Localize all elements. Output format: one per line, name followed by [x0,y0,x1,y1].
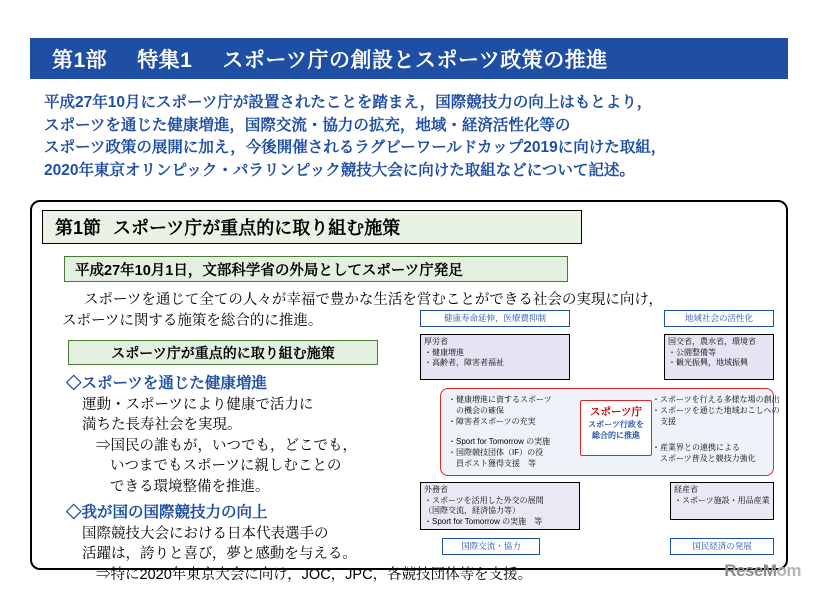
central-left-line: ・障害者スポーツの充実 [448,417,536,426]
watermark [724,561,801,581]
central-left-line: ・健康増進に資するスポーツ [448,395,552,404]
ministry-item: ・観光振興，地域振興 [668,358,748,367]
diagram-label-health: 健康寿命延伸，医療費抑制 [420,310,570,327]
ministry-name: 外務省 [424,485,448,494]
bullet-head-health: ◇スポーツを通じた健康増進 [66,375,267,392]
bullet-head-competitive: ◇我が国の国際競技力の向上 [66,504,268,521]
sports-agency-sub1: スポーツ行政を [588,420,644,429]
diagram-label-exchange: 国際交流・協力 [442,538,540,555]
ministry-item: ・スポーツ施設・用品産業 [674,495,770,505]
ministry-item: ・スポーツを活用した外交の展開 [424,495,544,505]
central-right-bottom-list [652,442,777,464]
lead-line: 平成27年10月にスポーツ庁が設置されたことを踏まえ，国際競技力の向上はもとより， [44,94,653,111]
ministry-box-meti [670,482,774,520]
central-right-line: ・産業界との連携による [652,443,740,452]
diagram-label-region: 地域社会の活性化 [664,310,774,327]
ministry-item: （国際交流，経済協力等） [424,506,520,515]
diagram-label-economy: 国民経済の発展 [670,538,774,555]
page-title: スポーツ庁の創設とスポーツ政策の推進 [222,48,608,72]
policy-diagram [412,310,780,560]
ministry-box-mofa [420,482,580,530]
bullet-line: 運動・スポーツにより健康で活力に [82,396,314,413]
bullet-arrow-line: ⇒国民の誰もが，いつでも，どこでも， [96,437,357,454]
bullet-line: 活躍は，誇りと喜び，夢と感動を与える。 [82,546,357,562]
spacer [448,427,578,436]
ministry-box-mlit [664,334,774,380]
sports-agency-title: スポーツ庁 [589,406,643,418]
paragraph-line: スポーツに関する施策を総合的に推進。 [62,313,323,329]
central-left-line: 員ポスト獲得支援 等 [448,459,536,468]
ministry-box-mhlw [420,334,570,380]
priority-measures-label: スポーツ庁が重点的に取り組む施策 [111,344,335,361]
central-left-line: ・国際競技団体（IF）の役 [448,448,544,457]
bullet-arrow-line: ⇒特に2020年東京大会に向け，JOC，JPC，各競技団体等を支援。 [96,566,533,583]
bullet-arrow-line: できる環境整備を推進。 [110,478,270,495]
watermark-text-2: om [776,561,801,580]
central-left-list [448,394,578,469]
ministry-item: ・健康増進 [424,347,464,357]
central-left-line: の機会の確保 [448,406,504,415]
sports-agency-chip [580,400,652,456]
priority-measures-band [68,340,378,365]
bullet-line: 満ちた長寿社会を実現。 [82,417,242,433]
section-heading [42,210,582,244]
establishment-band [64,256,568,282]
paragraph-line: スポーツを通じて全ての人々が幸福で豊かな生活を営むことができる社会の実現に向け， [84,292,663,308]
central-right-line: ・スポーツを行える多様な場の創出 [652,395,780,404]
ministry-name: 経産省 [674,485,698,494]
part-label: 第1部 [52,48,108,72]
bullet-line: 国際競技大会における日本代表選手の [82,525,329,542]
ministry-name: 厚労省 [424,337,448,346]
sports-agency-sub2: 総合的に推進 [592,431,640,440]
ministry-item: ・高齢者，障害者福祉 [424,358,504,367]
central-right-top-list [652,394,780,427]
central-right-line: スポーツ普及と競技力強化 [652,454,756,463]
central-right-line: ・スポーツを通じた地域おこしへの [652,406,780,415]
lead-line: 2020年東京オリンピック・パラリンピック競技大会に向けた取組などについて記述。 [44,161,635,179]
ministry-name: 国交省，農水省，環境省 [668,337,756,346]
lead-paragraph [44,92,788,182]
section-title: スポーツ庁が重点的に取り組む施策 [113,218,401,238]
section-number: 第1節 [55,218,102,238]
page-title-bar [30,38,788,79]
ministry-item: ・Sport for Tomorrow の実施 等 [424,516,543,526]
ministry-item: ・公園整備等 [668,347,716,357]
establishment-text: 平成27年10月1日，文部科学省の外局としてスポーツ庁発足 [75,262,463,279]
lead-line: スポーツを通じた健康増進，国際交流・協力の拡充，地域・経済活性化等の [44,116,571,134]
central-left-line: ・Sport for Tomorrow の実施 [448,437,551,446]
bullet-arrow-line: いつまでもスポーツに親しむことの [110,458,342,474]
lead-line: スポーツ政策の展開に加え，今後開催されるラグビーワールドカップ2019に向けた取組， [44,139,667,156]
watermark-text-1: ReseM [724,561,777,580]
feature-label: 特集1 [137,48,193,72]
central-right-line: 支援 [652,417,676,426]
